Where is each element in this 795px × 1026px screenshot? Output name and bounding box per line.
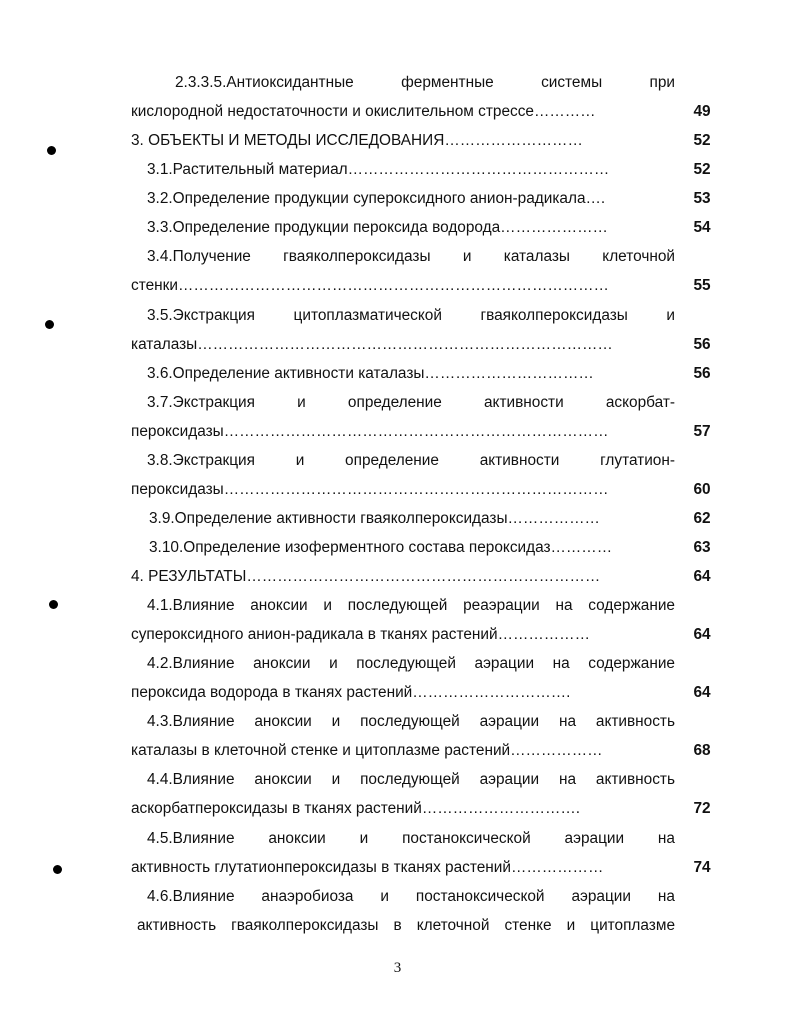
toc-page-number: 63 (693, 539, 711, 556)
toc-line: 3.2.Определение продукции супероксидного анион-радикала…. (147, 190, 606, 207)
toc-line: 4.2.Влияние аноксии и последующей аэрации на содержание (147, 655, 675, 672)
toc-page-number: 54 (693, 219, 711, 236)
toc-page-number: 56 (693, 365, 711, 382)
toc-page-number: 68 (693, 742, 711, 759)
toc-line: супероксидного анион-радикала в тканях растений……………… (131, 626, 590, 643)
page-number: 3 (393, 960, 402, 976)
toc-page-number: 60 (693, 481, 711, 498)
toc-line: 4.3.Влияние аноксии и последующей аэрации на активность (147, 713, 675, 730)
hole-mark (45, 320, 54, 329)
toc-line: 2.3.3.5.Антиоксидантные ферментные системы при (175, 74, 675, 91)
toc-line: пероксидазы………………………………………………………………… (131, 423, 609, 440)
toc-line: кислородной недостаточности и окислительном стрессе………… (131, 103, 596, 120)
toc-page-number: 52 (693, 132, 711, 149)
toc-line: 4. РЕЗУЛЬТАТЫ…………………………………………………………… (131, 568, 601, 585)
hole-mark (49, 600, 58, 609)
toc-page-number: 52 (693, 161, 711, 178)
toc-page-number: 74 (693, 859, 711, 876)
toc-line: 3. ОБЪЕКТЫ И МЕТОДЫ ИССЛЕДОВАНИЯ……………………… (131, 132, 583, 149)
toc-line: активность гваяколпероксидазы в клеточной стенке и цитоплазме (137, 917, 675, 934)
toc-line: каталазы в клеточной стенке и цитоплазме растений……………… (131, 742, 603, 759)
toc-line: 3.4.Получение гваяколпероксидазы и каталазы клеточной (147, 248, 675, 265)
hole-mark (53, 865, 62, 874)
toc-line: 3.1.Растительный материал…………………………………………… (147, 161, 610, 178)
toc-line: 3.5.Экстракция цитоплазматической гваяколпероксидазы и (147, 307, 675, 324)
toc-line: 3.3.Определение продукции пероксида водорода………………… (147, 219, 608, 236)
toc-line: 3.8.Экстракция и определение активности глутатион- (147, 452, 675, 469)
toc-line: 3.6.Определение активности каталазы…………………………… (147, 365, 594, 382)
hole-mark (47, 146, 56, 155)
toc-page-number: 49 (693, 103, 711, 120)
toc-line: 4.5.Влияние аноксии и постаноксической аэрации на (147, 830, 675, 847)
toc-page-number: 64 (693, 626, 711, 643)
toc-page-number: 62 (693, 510, 711, 527)
toc-page-number: 53 (693, 190, 711, 207)
toc-line: каталазы……………………………………………………………………… (131, 336, 613, 353)
toc-line: стенки………………………………………………………………………… (131, 277, 609, 294)
toc-page-number: 57 (693, 423, 711, 440)
toc-line: пероксидазы………………………………………………………………… (131, 481, 609, 498)
toc-line: 3.7.Экстракция и определение активности аскорбат- (147, 394, 675, 411)
toc-line: пероксида водорода в тканях растений…………………………. (131, 684, 571, 701)
toc-line: 3.9.Определение активности гваяколпероксидазы……………… (149, 510, 600, 527)
toc-line: 4.1.Влияние аноксии и последующей реаэрации на содержание (147, 597, 675, 614)
toc-page-number: 55 (693, 277, 711, 294)
toc-page-number: 72 (693, 800, 711, 817)
toc-line: 4.6.Влияние анаэробиоза и постаноксической аэрации на (147, 888, 675, 905)
toc-page-number: 64 (693, 568, 711, 585)
toc-line: 4.4.Влияние аноксии и последующей аэрации на активность (147, 771, 675, 788)
toc-line: 3.10.Определение изоферментного состава пероксидаз………… (149, 539, 613, 556)
toc-line: аскорбатпероксидазы в тканях растений…………………………. (131, 800, 581, 817)
toc-page-number: 64 (693, 684, 711, 701)
toc-page-number: 56 (693, 336, 711, 353)
toc-line: активность глутатионпероксидазы в тканях растений……………… (131, 859, 604, 876)
